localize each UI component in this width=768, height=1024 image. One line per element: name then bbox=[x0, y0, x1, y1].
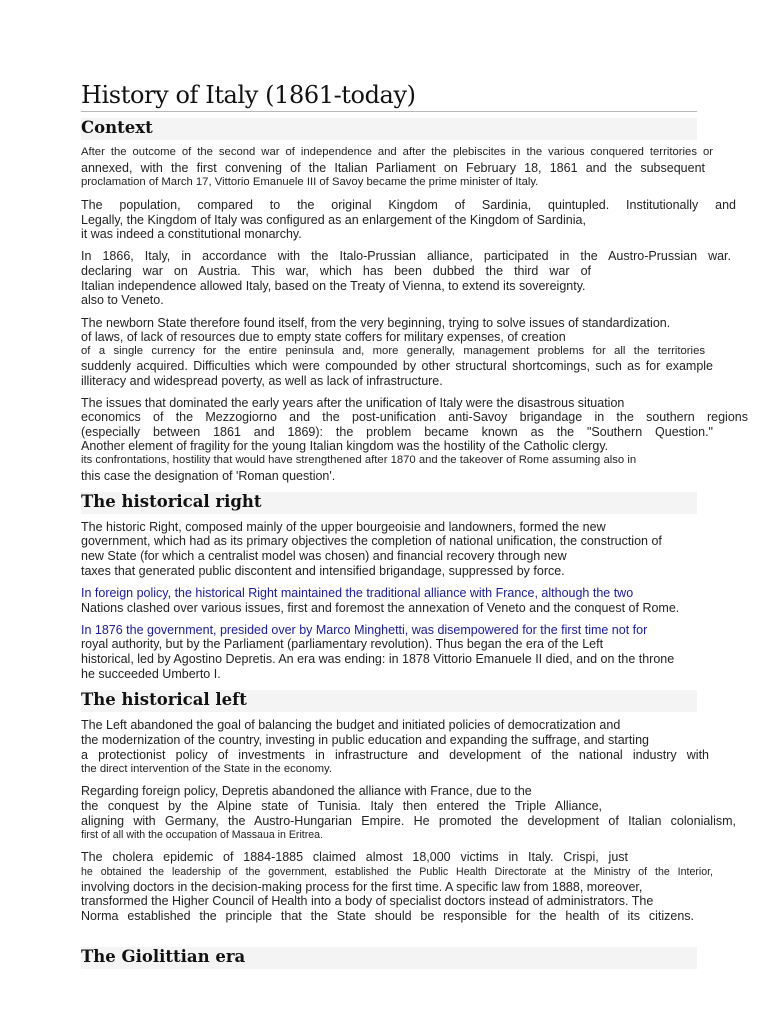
text-line: Nations clashed over various issues, first and foremost the annexation of Veneto and the conquest of Rome. bbox=[81, 601, 680, 615]
text-line: the conquest by the Alpine state of Tunisia. Italy then entered the Triple Alliance, bbox=[81, 799, 602, 813]
text-line: Norma established the principle that the State should be responsible for the health of its citizens. bbox=[81, 909, 694, 923]
section-heading-giolittian-era: The Giolittian era bbox=[81, 947, 697, 969]
section-heading-historical-right: The historical right bbox=[81, 492, 697, 514]
text-line: The historic Right, composed mainly of the upper bourgeoisie and landowners, formed the new bbox=[81, 520, 606, 534]
text-line: The cholera epidemic of 1884-1885 claimed almost 18,000 victims in Italy. Crispi, just bbox=[81, 850, 628, 864]
text-line: After the outcome of the second war of independence and after the plebiscites in the various conquered territories or bbox=[81, 146, 713, 158]
text-line: involving doctors in the decision-making process for the first time. A specific law from 1888, moreover, bbox=[81, 880, 643, 894]
text-line: it was indeed a constitutional monarchy. bbox=[81, 227, 302, 241]
text-line: he obtained the leadership of the government, established the Public Health Directorate at the Ministry of the Interior, bbox=[81, 866, 713, 878]
text-line: taxes that generated public discontent and intensified brigandage, suppressed by force. bbox=[81, 564, 565, 578]
text-line: Another element of fragility for the young Italian kingdom was the hostility of the Catholic clergy. bbox=[81, 439, 609, 453]
text-line: declaring war on Austria. This war, which has been dubbed the third war of bbox=[81, 264, 591, 278]
text-line: The newborn State therefore found itself, from the very beginning, trying to solve issues of standardization. bbox=[81, 316, 671, 330]
text-line: The issues that dominated the early years after the unification of Italy were the disastrous situation bbox=[81, 396, 625, 410]
text-line: In 1876 the government, presided over by Marco Minghetti, was disempowered for the first time not for bbox=[81, 623, 648, 637]
section-heading-context: Context bbox=[81, 118, 697, 140]
text-line: this case the designation of 'Roman question'. bbox=[81, 469, 336, 483]
text-line: he succeeded Umberto I. bbox=[81, 667, 221, 681]
text-line: the modernization of the country, investing in public education and expanding the suffrage, and starting bbox=[81, 733, 649, 747]
text-line: Regarding foreign policy, Depretis abandoned the alliance with France, due to the bbox=[81, 784, 532, 798]
text-line: transformed the Higher Council of Health into a body of specialist doctors instead of administrators. The bbox=[81, 894, 654, 908]
text-line: government, which had as its primary objectives the completion of national unification, the construction of bbox=[81, 534, 662, 548]
text-line: historical, led by Agostino Depretis. An era was ending: in 1878 Vittorio Emanuele II died, and on the throne bbox=[81, 652, 675, 666]
text-line: In 1866, Italy, in accordance with the Italo-Prussian alliance, participated in the Austro-Prussian war. bbox=[81, 249, 731, 263]
text-line: The population, compared to the original Kingdom of Sardinia, quintupled. Institutionally and bbox=[81, 198, 736, 212]
page-title: History of Italy (1861-today) bbox=[81, 81, 416, 109]
text-line: annexed, with the first convening of the Italian Parliament on February 18, 1861 and the subsequent bbox=[81, 161, 705, 175]
section-heading-historical-left: The historical left bbox=[81, 690, 697, 712]
text-line: first of all with the occupation of Massaua in Eritrea. bbox=[81, 829, 324, 841]
text-line: the direct intervention of the State in the economy. bbox=[81, 763, 332, 775]
text-line: economics of the Mezzogiorno and the post-unification anti-Savoy brigandage in the southern regions bbox=[81, 410, 748, 424]
text-line: its confrontations, hostility that would have strengthened after 1870 and the takeover of Rome assuming also in bbox=[81, 454, 637, 466]
text-line: of laws, of lack of resources due to empty state coffers for military expenses, of creation bbox=[81, 330, 566, 344]
text-line: aligning with Germany, the Austro-Hungarian Empire. He promoted the development of Italian colonialism, bbox=[81, 814, 736, 828]
text-line: also to Veneto. bbox=[81, 293, 164, 307]
text-line: In foreign policy, the historical Right maintained the traditional alliance with France, although the two bbox=[81, 586, 634, 600]
text-line: Italian independence allowed Italy, based on the Treaty of Vienna, to extend its sovereignty. bbox=[81, 279, 586, 293]
title-divider bbox=[81, 111, 697, 112]
text-line: illiteracy and widespread poverty, as well as lack of infrastructure. bbox=[81, 374, 443, 388]
text-line: Legally, the Kingdom of Italy was configured as an enlargement of the Kingdom of Sardinia, bbox=[81, 213, 586, 227]
text-line: proclamation of March 17, Vittorio Emanuele III of Savoy became the prime minister of Italy. bbox=[81, 176, 539, 188]
text-line: a protectionist policy of investments in infrastructure and development of the national industry with bbox=[81, 748, 709, 762]
text-line: The Left abandoned the goal of balancing the budget and initiated policies of democratization and bbox=[81, 718, 621, 732]
text-line: suddenly acquired. Difficulties which were compounded by other structural shortcomings, such as for example bbox=[81, 359, 713, 373]
text-line: royal authority, but by the Parliament (parliamentary revolution). Thus began the era of the Left bbox=[81, 637, 604, 651]
text-line: (especially between 1861 and 1869): the problem became known as the "Southern Question." bbox=[81, 425, 713, 439]
text-line: of a single currency for the entire peninsula and, more generally, management problems for all the territories bbox=[81, 345, 705, 357]
text-line: new State (for which a centralist model was chosen) and financial recovery through new bbox=[81, 549, 567, 563]
